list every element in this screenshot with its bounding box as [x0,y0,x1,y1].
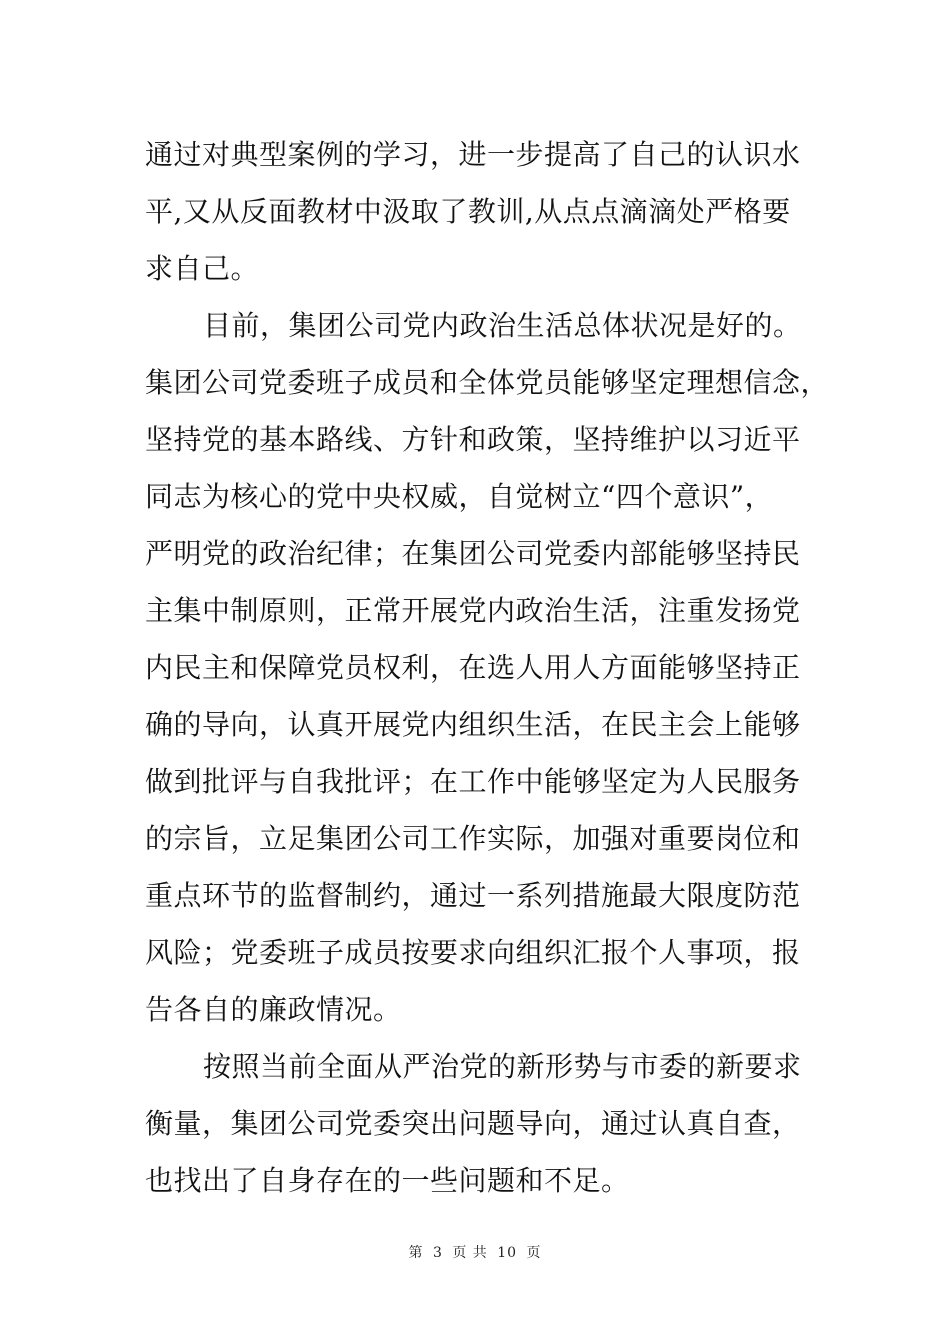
footer-prefix: 第 [408,1245,424,1261]
text-line: 告各自的廉政情况。 [145,993,402,1026]
text-line: 通过对典型案例的学习，进一步提高了自己的认识水 [145,138,801,171]
text-line: 风险；党委班子成员按要求向组织汇报个人事项，报 [145,936,801,969]
paragraph-3 [145,1038,820,1209]
footer-suffix: 页 [526,1245,542,1261]
text-line: 平,又从反面教材中汲取了教训,从点点滴滴处严格要 [145,195,791,228]
paragraph-2 [145,297,830,1038]
text-line: 按照当前全面从严治党的新形势与市委的新要求 [203,1050,802,1083]
text-line: 求自己。 [145,252,260,285]
body-text [145,126,830,1209]
page-footer [0,1242,950,1262]
text-line: 严明党的政治纪律；在集团公司党委内部能够坚持民 [145,537,801,570]
footer-current-page: 3 [432,1245,443,1261]
paragraph-1 [145,126,820,297]
text-line: 内民主和保障党员权利，在选人用人方面能够坚持正 [145,651,801,684]
text-line: 的宗旨，立足集团公司工作实际，加强对重要岗位和 [145,822,801,855]
text-line: 同志为核心的党中央权威，自觉树立“四个意识”， [145,480,774,513]
footer-total-pages: 10 [497,1245,518,1261]
text-line: 主集中制原则，正常开展党内政治生活，注重发扬党 [145,594,801,627]
text-line: 重点环节的监督制约，通过一系列措施最大限度防范 [145,879,801,912]
text-line: 衡量，集团公司党委突出问题导向，通过认真自查， [145,1107,801,1140]
footer-middle: 页 共 [452,1245,488,1261]
text-line: 也找出了自身存在的一些问题和不足。 [145,1164,630,1197]
text-line: 集团公司党委班子成员和全体党员能够坚定理想信念， [145,366,830,399]
text-line: 目前，集团公司党内政治生活总体状况是好的。 [203,309,802,342]
text-line: 确的导向，认真开展党内组织生活，在民主会上能够 [145,708,801,741]
text-line: 做到批评与自我批评；在工作中能够坚定为人民服务 [145,765,801,798]
text-line: 坚持党的基本路线、方针和政策，坚持维护以习近平 [145,423,801,456]
